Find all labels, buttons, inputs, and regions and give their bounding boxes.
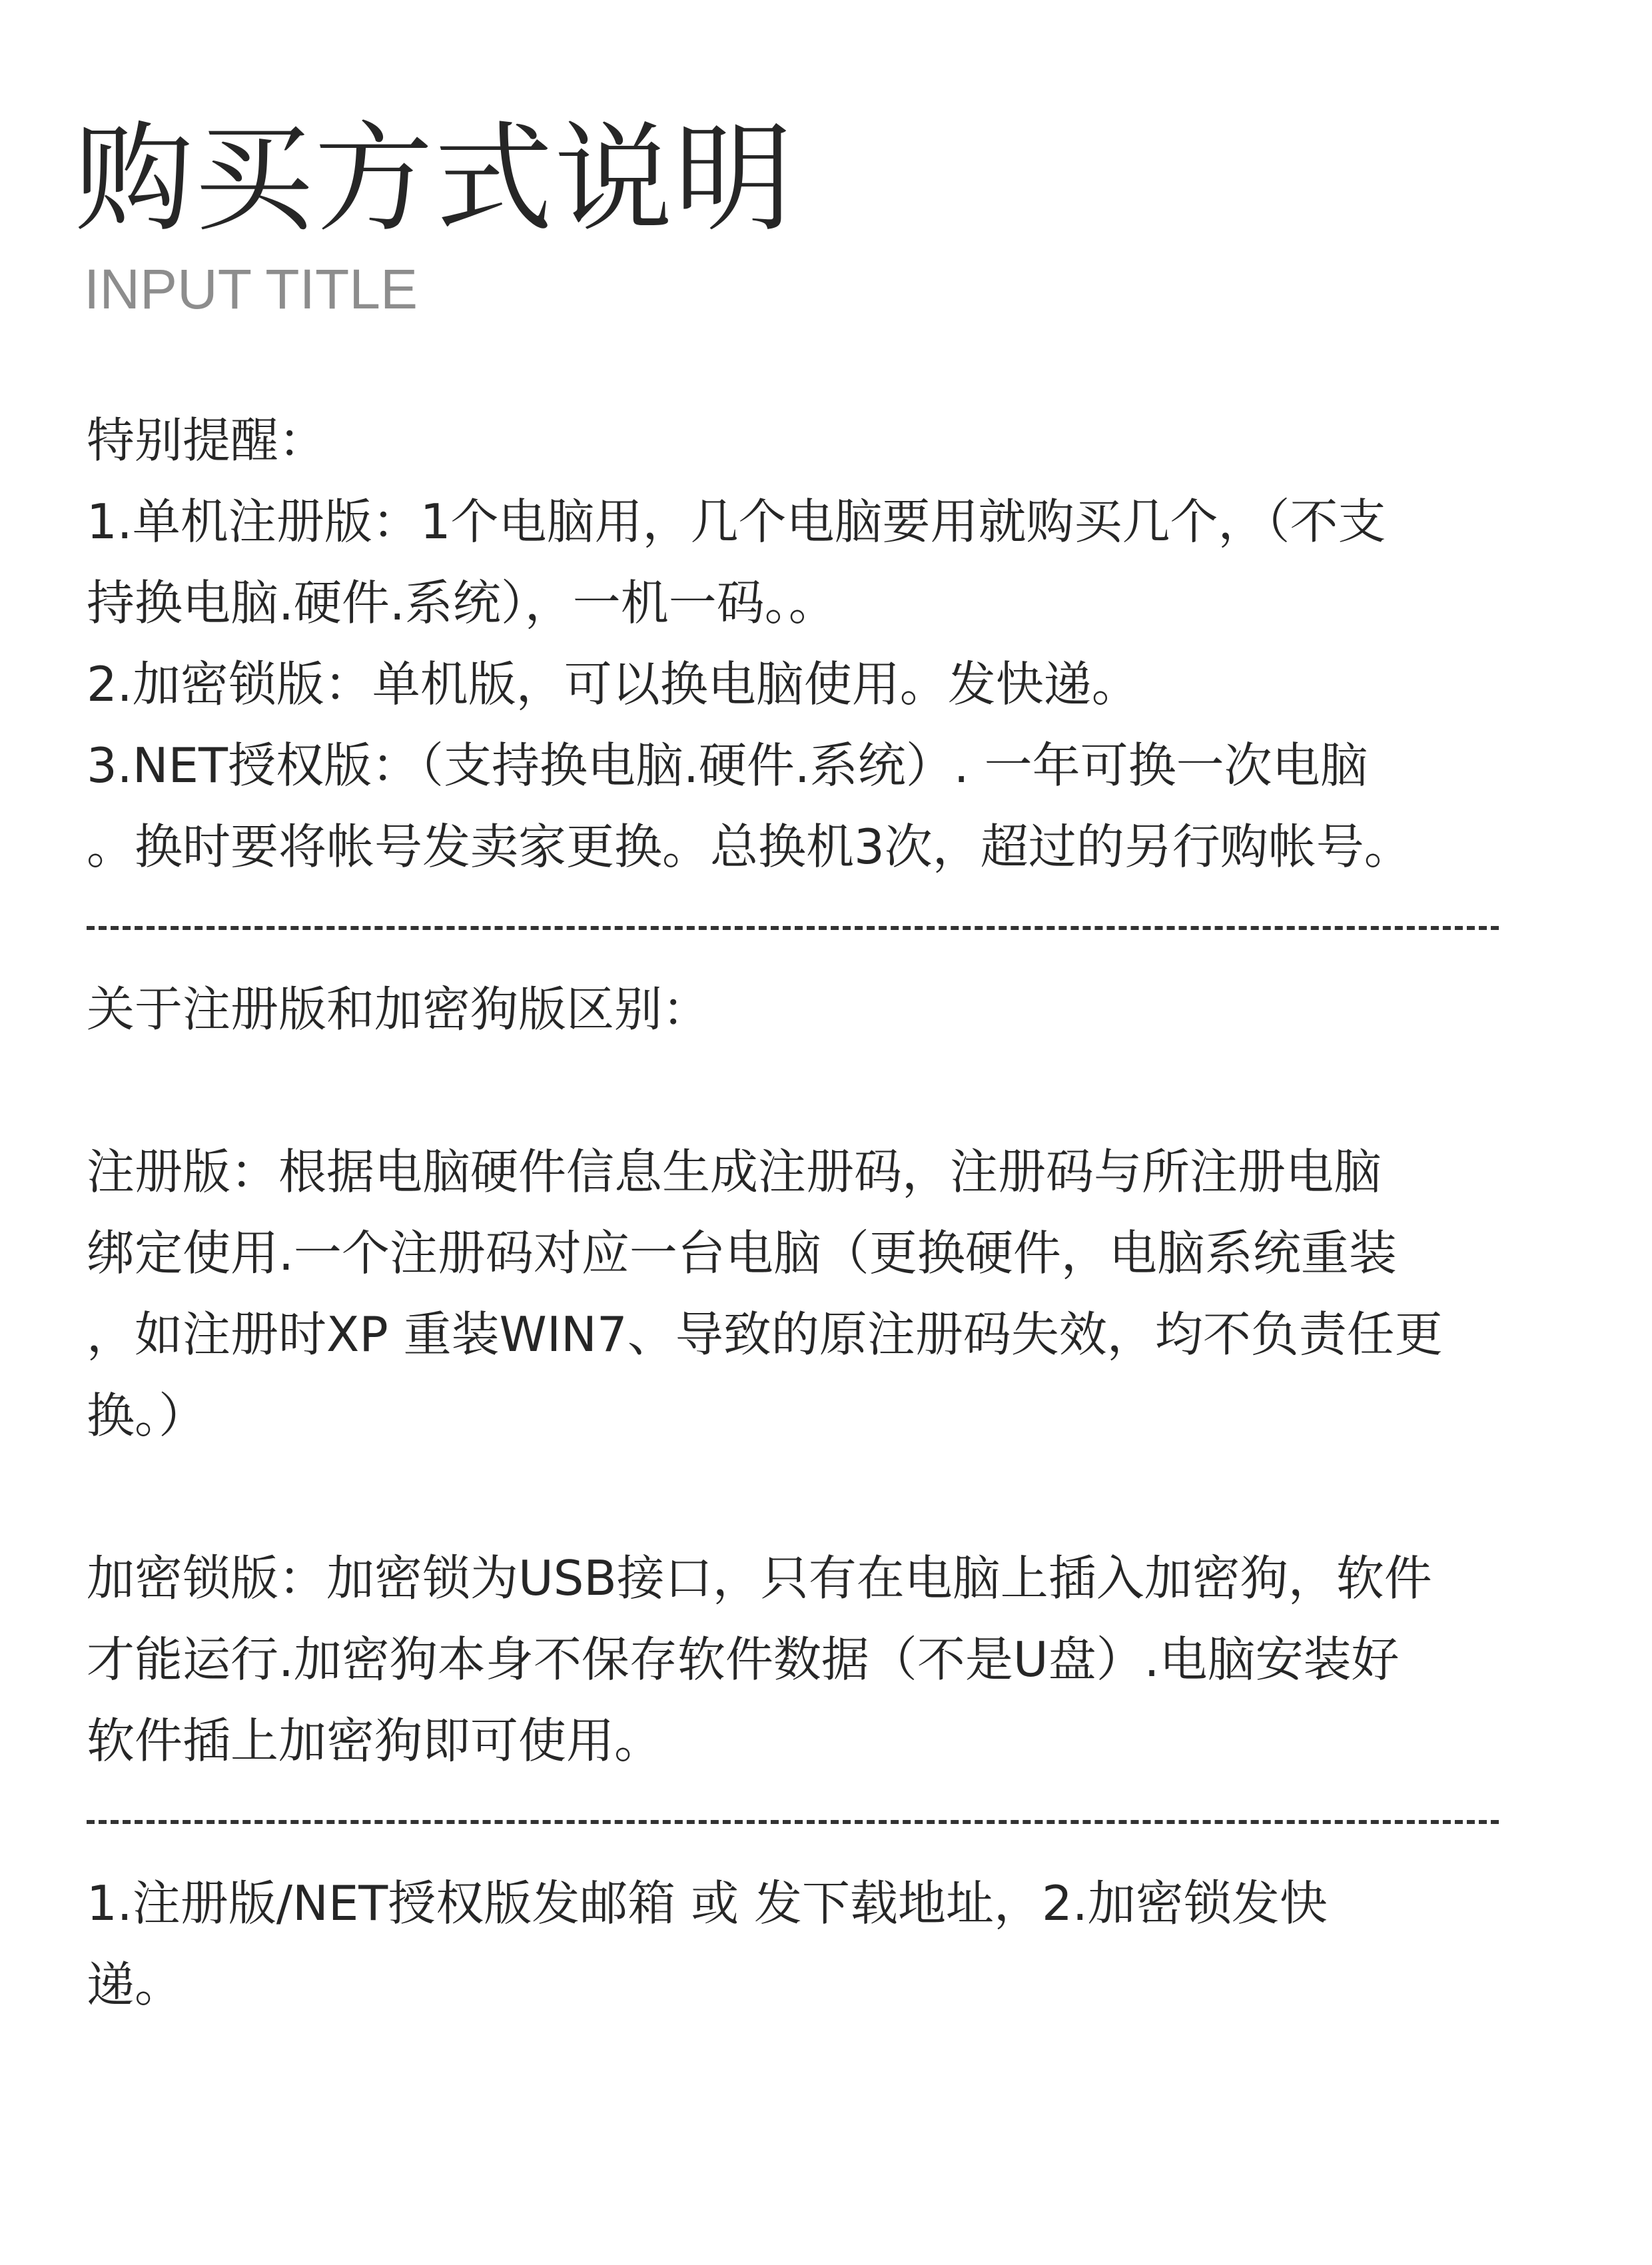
- text-line: 3.NET授权版：（支持换电脑.硬件.系统）. 一年可换一次电脑: [87, 737, 1368, 793]
- dashed-divider: [87, 1781, 1585, 1863]
- text-line: 。换时要将帐号发卖家更换。总换机3次，超过的另行购帐号。: [87, 819, 1412, 875]
- text-line: 特别提醒：: [87, 412, 327, 468]
- text-line: 绑定使用.一个注册码对应一台电脑（更换硬件，电脑系统重装: [87, 1225, 1397, 1281]
- text-line: 1.注册版/NET授权版发邮箱 或 发下载地址，2.加密锁发快: [87, 1875, 1328, 1931]
- text-line: 加密锁版：加密锁为USB接口，只有在电脑上插入加密狗，软件: [87, 1550, 1432, 1606]
- text-line: 递。: [87, 1957, 183, 2013]
- document-body: [87, 400, 1585, 2025]
- page-title: 购买方式说明: [75, 110, 794, 248]
- text-line: 1.单机注册版：1个电脑用，几个电脑要用就购买几个，（不支: [87, 494, 1386, 550]
- text-line: 才能运行.加密狗本身不保存软件数据（不是U盘）.电脑安装好: [87, 1631, 1400, 1687]
- text-line: 换。）: [87, 1388, 207, 1444]
- dashed-divider: [87, 887, 1585, 969]
- text-line: 2.加密锁版：单机版，可以换电脑使用。发快递。: [87, 656, 1140, 712]
- text-line: ，如注册时XP 重装WIN7、导致的原注册码失效，均不负责任更: [87, 1306, 1443, 1362]
- page-subtitle: INPUT TITLE: [84, 258, 418, 320]
- text-line: 持换电脑.硬件.系统），一机一码。。: [87, 575, 837, 631]
- blank-line: [87, 1050, 1585, 1131]
- text-line: 软件插上加密狗即可使用。: [87, 1713, 663, 1769]
- text-line: 关于注册版和加密狗版区别：: [87, 981, 711, 1037]
- blank-line: [87, 1456, 1585, 1538]
- text-line: 注册版：根据电脑硬件信息生成注册码，注册码与所注册电脑: [87, 1144, 1382, 1200]
